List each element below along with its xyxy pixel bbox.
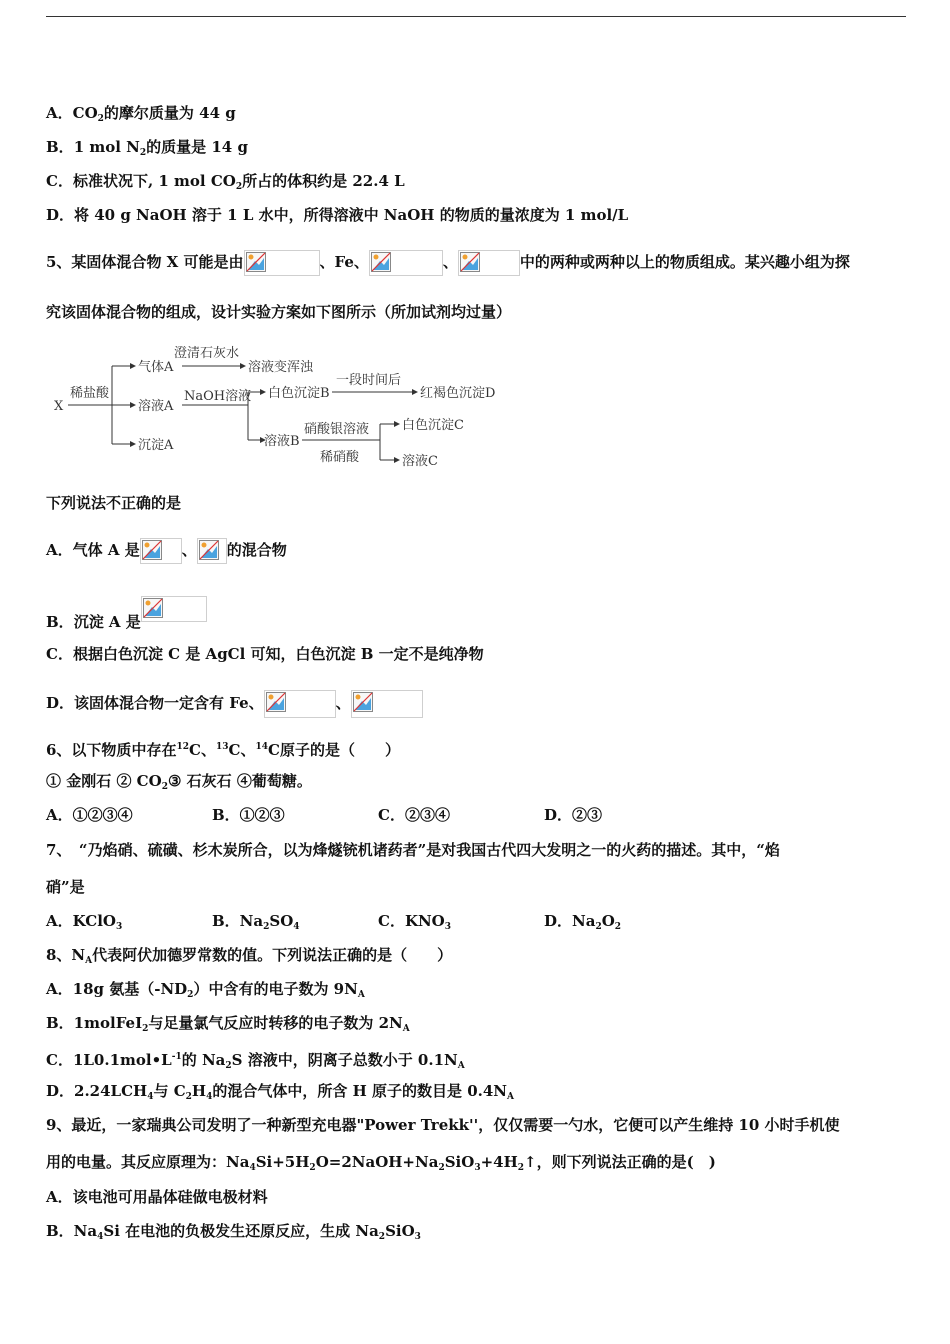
q9-stem: 9、最近，一家瑞典公司发明了一种新型充电器"Power Trekk''，仅仅需要一勺水，它便可以产生维持 10 小时手机使 [46, 1116, 840, 1134]
q8-option-c: C．$1L0.1mol•L^{-1}$的 $Na_2S$ 溶液中，阴离子总数小于 $0.1N_A$ [46, 1051, 465, 1071]
q5-option-b: B．沉淀 A 是 [46, 596, 207, 632]
flow-reagent-hcl: 稀盐酸 [70, 386, 110, 401]
q5-stem-line2: 究该固体混合物的组成，设计实验方案如下图所示（所加试剂均过量） [46, 303, 512, 321]
q8-option-d: D．$2.24LCH_4$与 $C_2H_4$的混合气体中，所含 H 原子的数目是 $0.4N_A$ [46, 1082, 514, 1102]
flow-x: X [54, 399, 64, 414]
flow-limewater: 澄清石灰水 [174, 346, 240, 361]
q5-stem: 5、某固体混合物 X 可能是由 、Fe、 、 中的两种或两种以上的物质组成。某兴趣小组为探 [46, 250, 850, 276]
q8-option-b: B．1molFeI$_2$与足量氯气反应时转移的电子数为 $2N_A$ [46, 1014, 410, 1034]
q5-prompt: 下列说法不正确的是 [46, 494, 182, 512]
q7-option-b: B．$Na_2SO_4$ [212, 912, 300, 932]
q6-options [46, 805, 602, 825]
flow-white-ppt-c: 白色沉淀C [402, 418, 464, 433]
flow-red-brown-d: 红褐色沉淀D [420, 386, 496, 401]
broken-image-icon [141, 596, 207, 622]
flow-gas-a: 气体A [138, 360, 174, 375]
flow-turbid: 溶液变浑浊 [248, 360, 314, 375]
q7-option-d: D．$Na_2O_2$ [544, 912, 622, 932]
q4-option-d: D．将 40 g NaOH 溶于 1 L 水中，所得溶液中 NaOH 的物质的量浓度为 1 mol/L [46, 206, 629, 224]
broken-image-icon [369, 250, 443, 276]
q6-option-a: A．①②③④ [46, 806, 133, 824]
q9-stem-line2: 用的电量。其反应原理为：$Na_4Si+5H_2O=2NaOH+Na_2SiO_3+4H_2↑$，则下列说法正确的是( ) [46, 1153, 716, 1173]
flow-white-ppt-b: 白色沉淀B [268, 386, 330, 401]
flow-hno3: 稀硝酸 [320, 450, 360, 465]
flow-ppt-a: 沉淀A [138, 438, 174, 453]
flow-solution-a: 溶液A [138, 399, 174, 414]
flow-naoh: NaOH溶液 [184, 389, 252, 404]
q6-option-d: D．②③ [544, 806, 603, 824]
q7-stem-line2: 硝”是 [46, 878, 85, 896]
broken-image-icon [140, 538, 182, 564]
q5-option-c: C．根据白色沉淀 C 是 AgCl 可知，白色沉淀 B 一定不是纯净物 [46, 645, 484, 663]
q7-option-c: C．$KNO_3$ [378, 912, 452, 932]
flow-solution-c: 溶液C [402, 454, 438, 469]
q5-option-d: D．该固体混合物一定含有 Fe、 、 [46, 690, 423, 718]
q6-items: ① 金刚石 ② $CO_2③$ 石灰石 ④葡萄糖。 [46, 772, 312, 792]
q4-option-c: C．标准状况下, 1 mol $CO_2$所占的体积约是 22.4 L [46, 172, 405, 192]
q8-stem: 8、$N_A$代表阿伏加德罗常数的值。下列说法正确的是（ ） [46, 946, 453, 966]
flow-after-time: 一段时间后 [336, 373, 402, 388]
q7-options [46, 911, 621, 937]
flow-agno3: 硝酸银溶液 [304, 422, 370, 437]
broken-image-icon [458, 250, 520, 276]
q8-option-a: A．18g 氨基$(-ND_2)$中含有的电子数为 $9N_A$ [46, 980, 365, 1000]
q4-option-a: A．$CO_2$的摩尔质量为 44 g [46, 104, 236, 124]
broken-image-icon [351, 690, 423, 718]
q9-option-b: B．$Na_4Si$ 在电池的负极发生还原反应，生成 $Na_2SiO_3$ [46, 1222, 421, 1242]
q6-option-b: B．①②③ [212, 806, 285, 824]
q7-stem: 7、 “乃焰硝、硫磺、杉木炭所合，以为烽燧铳机诸药者”是对我国古代四大发明之一的火药的描述。其中，“焰 [46, 841, 780, 859]
q6-stem: 6、以下物质中存在$^{12}$C、$^{13}$C、$^{14}$C原子的是（ ） [46, 741, 400, 759]
broken-image-icon [264, 690, 336, 718]
q9-option-a: A．该电池可用晶体硅做电极材料 [46, 1188, 268, 1206]
q6-option-c: C．②③④ [378, 806, 450, 824]
flow-solution-b: 溶液B [264, 434, 300, 449]
q4-option-b: B．1 mol $N_2$的质量是 14 g [46, 138, 248, 158]
broken-image-icon [244, 250, 320, 276]
q7-option-a: A．KClO$_3$ [46, 912, 123, 932]
header-rule [46, 16, 906, 17]
q5-option-a: A．气体 A 是 、 的混合物 [46, 538, 287, 564]
broken-image-icon [197, 538, 227, 564]
experiment-flowchart [50, 340, 510, 480]
